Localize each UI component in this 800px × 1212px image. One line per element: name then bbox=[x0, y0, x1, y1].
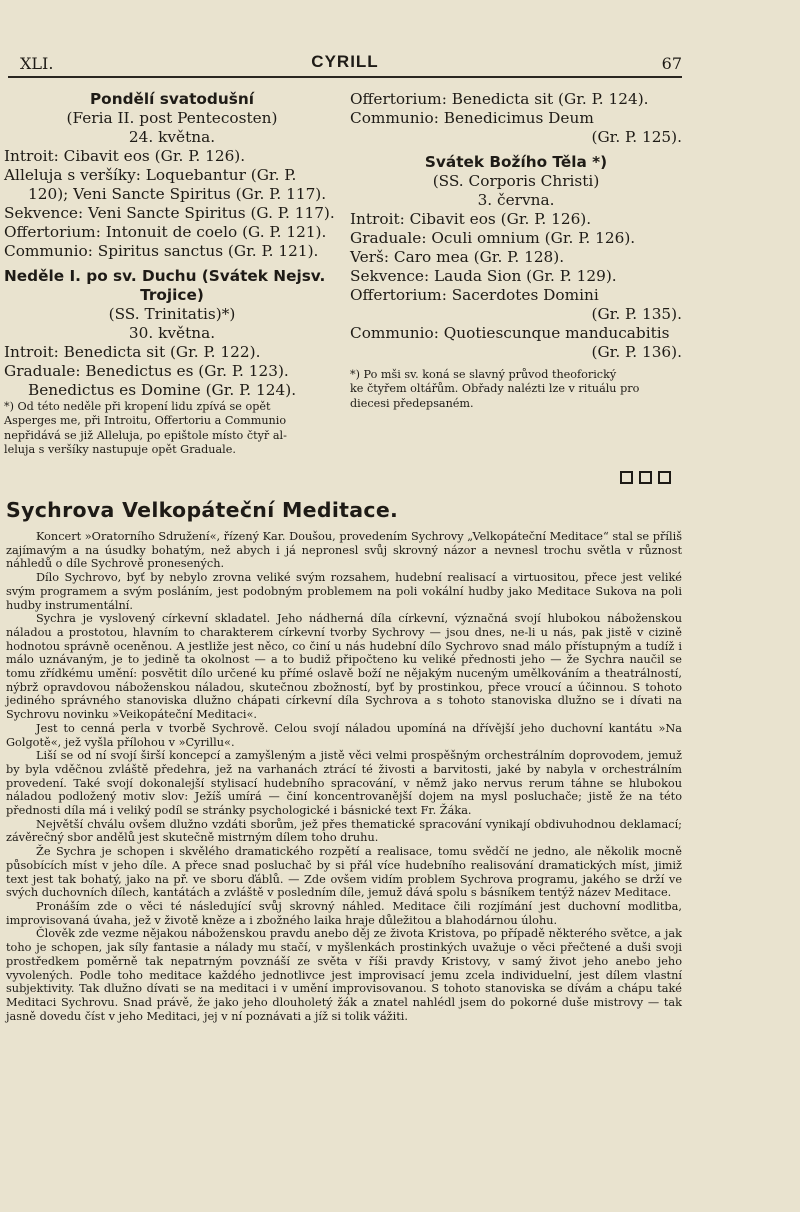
liturgy-line: Sekvence: Lauda Sion (Gr. P. 129). bbox=[350, 267, 617, 285]
ornament-square bbox=[658, 471, 671, 484]
liturgy-line: Benedictus es Domine (Gr. P. 124). bbox=[28, 381, 297, 399]
liturgy-line: (SS. Corporis Christi) bbox=[432, 172, 600, 190]
liturgy-line: Neděle I. po sv. Duchu (Svátek Nejsv. bbox=[4, 267, 326, 285]
footnote-line: *) Po mši sv. koná se slavný průvod theoforický bbox=[350, 368, 617, 381]
liturgy-line: Communio: Spiritus sanctus (Gr. P. 121). bbox=[4, 242, 319, 260]
liturgy-line: (SS. Trinitatis)*) bbox=[108, 305, 236, 323]
liturgy-line: Introit: Cibavit eos (Gr. P. 126). bbox=[4, 147, 246, 165]
liturgy-line: Offertorium: Sacerdotes Domini bbox=[350, 286, 599, 304]
footnote-line: nepřidává se již Alleluja, po epištole místo čtyř al- bbox=[4, 428, 287, 442]
left-column bbox=[4, 90, 340, 458]
article-body bbox=[6, 530, 682, 1023]
footnote-line: Asperges me, při Introitu, Offertoriu a Communio bbox=[4, 414, 287, 428]
liturgy-line: Communio: Benedicimus Deum bbox=[350, 109, 594, 127]
liturgy-line: Introit: Benedicta sit (Gr. P. 122). bbox=[4, 343, 261, 361]
article-paragraph: Dílo Sychrovo, byť by nebylo zrovna veliké svým rozsahem, hudební realisací a virtuositou, přece jest veliké svým programem a svým posláním, jest podobným problemem na poli vokální hudby jako Meditace Sukova na poli hudby instrumentální. bbox=[6, 571, 682, 612]
liturgy-line: 30. května. bbox=[128, 324, 216, 342]
running-header bbox=[8, 50, 682, 78]
section-ornament bbox=[620, 471, 671, 484]
article-paragraph: Sychra je vyslovený církevní skladatel. Jeho nádherná díla církevní, význačná svojí hlubokou náboženskou náladou a prostotou, hlavním to charakterem církevní tvorby Sychrovy — jsou dnes, ne-li u nás, pak jistě v cizině hodnotou správně oceněnou. A jestliže jest něco, co činí u nás hudební dílo Sychrovo snad málo přístupným a tudíž i málo uznávaným, je to jedině ta okolnost — a to budiž připočteno ku veliké přednosti jeho — že Sychra naučil se tomu zřídkému umění: posvětit dílo určené ku přímé oslavě boží ne nějakým nuceným umělkováním a theatrálností, nýbrž opravdovou náboženskou náladou, skutečnou zbožností, byť by prostinkou, přece vroucí a účinnou. S tohoto jediného správného stanoviska dlužno chápati církevní díla Sychrova a s tohoto stanoviska dlužno se i dívati na Sychrovu novinku »Veikopáteční Meditaci«. bbox=[6, 612, 682, 722]
article-title: Sychrova Velkopáteční Meditace. bbox=[6, 498, 399, 522]
footnote-line: diecesi předepsaném. bbox=[350, 396, 474, 410]
liturgy-line: 120); Veni Sancte Spiritus (Gr. P. 117). bbox=[28, 185, 327, 203]
page-number: 67 bbox=[661, 54, 682, 73]
article-paragraph: Pronáším zde o věci té následující svůj skrovný náhled. Meditace čili rozjímání jest duchovní modlitba, improvisovaná úvaha, jež v životě kněze a i zbožného laika hraje důležitou a blahodárnou úlohu. bbox=[6, 899, 682, 927]
article-paragraph: Jest to cenná perla v tvorbě Sychrově. Celou svojí náladou upomíná na dřívější jeho duchovní kantátu »Na Golgotě«, jež vyšla přílohou v »Cyrillu«. bbox=[6, 721, 682, 749]
liturgy-line: Trojice) bbox=[140, 286, 204, 304]
liturgy-line: Alleluja s veršíky: Loquebantur (Gr. P. bbox=[4, 166, 297, 184]
liturgy-line: (Gr. P. 135). bbox=[591, 305, 682, 323]
liturgy-line: Sekvence: Veni Sancte Spiritus (G. P. 117). bbox=[4, 204, 335, 222]
ornament-square bbox=[639, 471, 652, 484]
liturgy-line: Verš: Caro mea (Gr. P. 128). bbox=[350, 248, 565, 266]
liturgy-line: Offertorium: Intonuit de coelo (G. P. 121). bbox=[4, 223, 327, 241]
liturgy-line: 3. června. bbox=[477, 191, 555, 209]
ornament-square bbox=[620, 471, 633, 484]
journal-title: CYRILL bbox=[311, 52, 379, 71]
article-paragraph: Koncert »Oratorního Sdružení«, řízený Kar. Doušou, provedením Sychrovy „Velkopáteční Meditace“ stal se příliš zajímavým a na úsudky bohatým, než abych i já nepronesl svůj skrovný názor a nevnesl trochu světla v různost náhledů o díle Sychrově pronesených. bbox=[6, 530, 682, 571]
volume-number: XLI. bbox=[20, 54, 54, 73]
liturgy-line: (Gr. P. 136). bbox=[591, 343, 682, 361]
article-paragraph: Liší se od ní svojí širší koncepcí a zamyšleným a jistě věci velmi prospěšným orchestrálním doprovodem, jemuž by byla vděčnou zvláště předehra, jež na varhanách ztrácí té živosti a barvitosti, jaké by nabyla v orchestrálním provedení. Také svojí dokonalejší stylisací hudebního spracování, v němž jako nervus rerum táhne se hlubokou náladou podložený motiv slov: Ježíš umírá — činí koncentrovanější dojem na mysl posluchače; jistě že na této přednosti díla má i veliký podíl se stránky psychologické i básnické text Fr. Žáka. bbox=[6, 749, 682, 818]
right-column bbox=[350, 90, 682, 411]
liturgy-line: 24. května. bbox=[128, 128, 216, 146]
article-paragraph: Že Sychra je schopen i skvělého dramatického rozpětí a realisace, tomu svědčí ne jedno, ale několik mocně působících míst v jeho díle. A přece snad posluchač by si přál více hudebního realisování dramatických míst, jimiž text jest tak bohatý, jako na př. ve sboru ďáblů. — Zde ovšem vidím problem Sychrova programu, jakého se drží ve svých duchovních dílech, kantátách a zvláště v posledním díle, jemuž dává spolu s básníkem tentýž název Meditace. bbox=[6, 845, 682, 900]
footnote-line: leluja s veršíky nastupuje opět Graduale. bbox=[4, 443, 236, 457]
footnote-line: *) Od této neděle při kropení lidu zpívá se opět bbox=[4, 400, 271, 413]
article-paragraph: Člověk zde vezme nějakou náboženskou pravdu anebo děj ze života Kristova, po případě některého světce, a jak toho je schopen, jak síly fantasie a nálady mu stačí, v myšlenkách prostinkých uvažuje o věci přečtené a duši svoji prostředkem poměrně tak nepatrným povznáší ze světa v říši pravdy Kristovy, v samý život jeho anebo jeho vyvolených. Podle toho meditace každého jednotlivce jest improvisací jemu zcela individuelní, jest dílem vlastní subjektivity. Tak dlužno dívati se na meditaci i v umění improvisovanou. S tohoto stanoviska se dívám a chápu také Meditaci Sychrovu. Snad právě, že jako jeho dlouholetý žák a znatel nahlédl jsem do pokorné duše mistrovy — tak jasně dovedu číst v jeho Meditaci, jej v ní poznávati a jíž si tolik vážiti. bbox=[6, 927, 682, 1023]
liturgy-line: Graduale: Benedictus es (Gr. P. 123). bbox=[4, 362, 289, 380]
liturgy-line: (Feria II. post Pentecosten) bbox=[66, 109, 278, 127]
article-paragraph: Největší chválu ovšem dlužno vzdáti sborům, jež přes thematické spracování vynikají obdivuhodnou deklamací; závěrečný sbor andělů jest skutečně mistrným dílem toho druhu. bbox=[6, 817, 682, 845]
liturgy-line: Svátek Božího Těla *) bbox=[424, 153, 608, 171]
liturgy-line: Graduale: Oculi omnium (Gr. P. 126). bbox=[350, 229, 636, 247]
liturgy-line: (Gr. P. 125). bbox=[591, 128, 682, 146]
liturgy-line: Communio: Quotiescunque manducabitis bbox=[350, 324, 670, 342]
liturgy-line: Introit: Cibavit eos (Gr. P. 126). bbox=[350, 210, 592, 228]
liturgy-line: Offertorium: Benedicta sit (Gr. P. 124). bbox=[350, 90, 649, 108]
footnote-line: ke čtyřem oltářům. Obřady nalézti lze v rituálu pro bbox=[350, 382, 640, 396]
liturgy-line: Pondělí svatodušní bbox=[89, 90, 255, 108]
